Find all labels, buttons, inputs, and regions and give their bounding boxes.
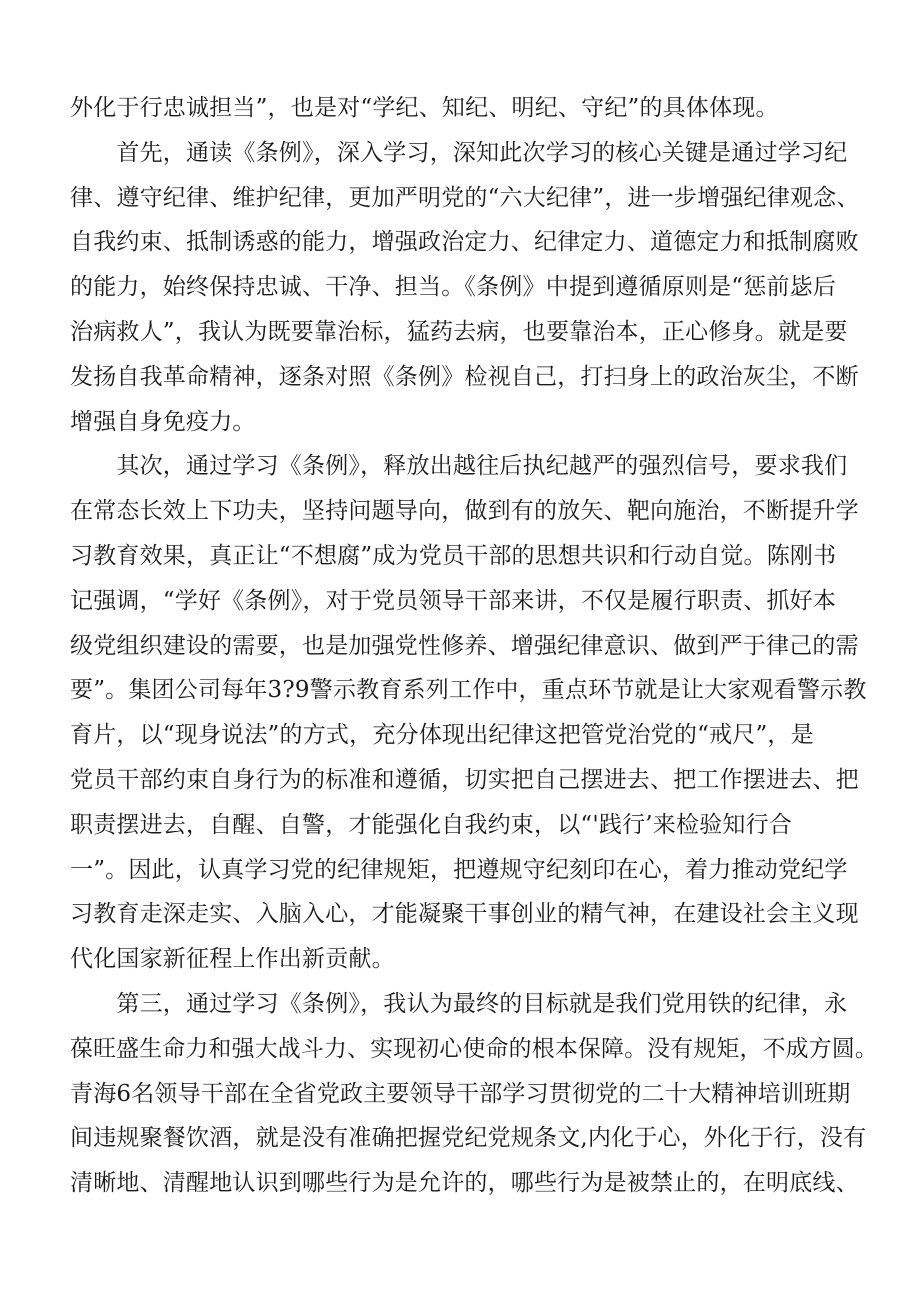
text-line: 间违规聚餐饮酒，就是没有准确把握党纪党规条文,内化于心，外化于行，没有	[70, 1125, 867, 1152]
text-line: 发扬自我革命精神，逐条对照《条例》检视自己，打扫身上的政治灰尘，不断	[70, 363, 859, 390]
text-line: 职责摆进去，自醒、自警，才能强化自我约束，以“'践行’来检验知行合	[70, 811, 792, 838]
text-line: 外化于行忠诚担当”，也是对“学纪、知纪、明纪、守纪”的具体体现。	[70, 95, 779, 121]
text-line: 律、遵守纪律、维护纪律，更加严明党的“六大纪律”，进一步增强纪律观念、	[70, 184, 860, 211]
text-line: 清晰地、清醒地认识到哪些行为是允许的，哪些行为是被禁止的，在明底线、	[70, 1170, 859, 1197]
text-line: 要”。集团公司每年3?9警示教育系列工作中，重点环节就是让大家观看警示教	[70, 677, 867, 704]
text-line: 育片，以“现身说法”的方式，充分体现出纪律这把管党治党的“戒尺”，是	[70, 722, 814, 749]
text-line: 习教育走深走实、入脑入心，才能凝聚干事创业的精气神，在建设社会主义现	[70, 901, 859, 928]
text-line: 首先，通读《条例》，深入学习，深知此次学习的核心关键是通过学习纪	[70, 139, 848, 166]
text-line: 治病救人”，我认为既要靠治标，猛药去病，也要靠治本，正心修身。就是要	[70, 318, 848, 345]
text-line: 记强调，“学好《条例》，对于党员领导干部来讲，不仅是履行职责、抓好本	[70, 587, 837, 614]
text-line: 增强自身免疫力。	[70, 408, 256, 435]
text-line: 自我约束、抵制诱惑的能力，增强政治定力、纪律定力、道德定力和抵制腐败	[70, 229, 859, 256]
document-body	[70, 86, 878, 1206]
text-line: 党员干部约束自身行为的标准和遵循，切实把自己摆进去、把工作摆进去、把	[70, 766, 859, 793]
text-line: 代化国家新征程上作出新贡献。	[70, 946, 395, 973]
text-line: 其次，通过学习《条例》，释放出越往后执纪越严的强烈信号，要求我们	[70, 453, 848, 480]
text-line: 习教育效果，真正让“不想腐”成为党员干部的思想共识和行动自觉。陈刚书	[70, 542, 837, 569]
text-line: 第三，通过学习《条例》，我认为最终的目标就是我们党用铁的纪律，永	[70, 990, 848, 1017]
text-line: 级党组织建设的需要，也是加强党性修养、增强纪律意识、做到严于律己的需	[70, 632, 859, 659]
text-line: 的能力，始终保持忠诚、干净、担当。《条例》中提到遵循原则是“惩前毖后	[70, 274, 837, 301]
text-line: 青海6名领导干部在全省党政主要领导干部学习贯彻党的二十大精神培训班期	[70, 1080, 851, 1107]
text-line: 一”。因此，认真学习党的纪律规矩，把遵规守纪刻印在心，着力推动党纪学	[70, 856, 848, 883]
text-line: 在常态长效上下功夫，坚持问题导向，做到有的放矢、靶向施治，不断提升学	[70, 498, 859, 525]
text-line: 葆旺盛生命力和强大战斗力、实现初心使命的根本保障。没有规矩，不成方圆。	[70, 1035, 879, 1062]
